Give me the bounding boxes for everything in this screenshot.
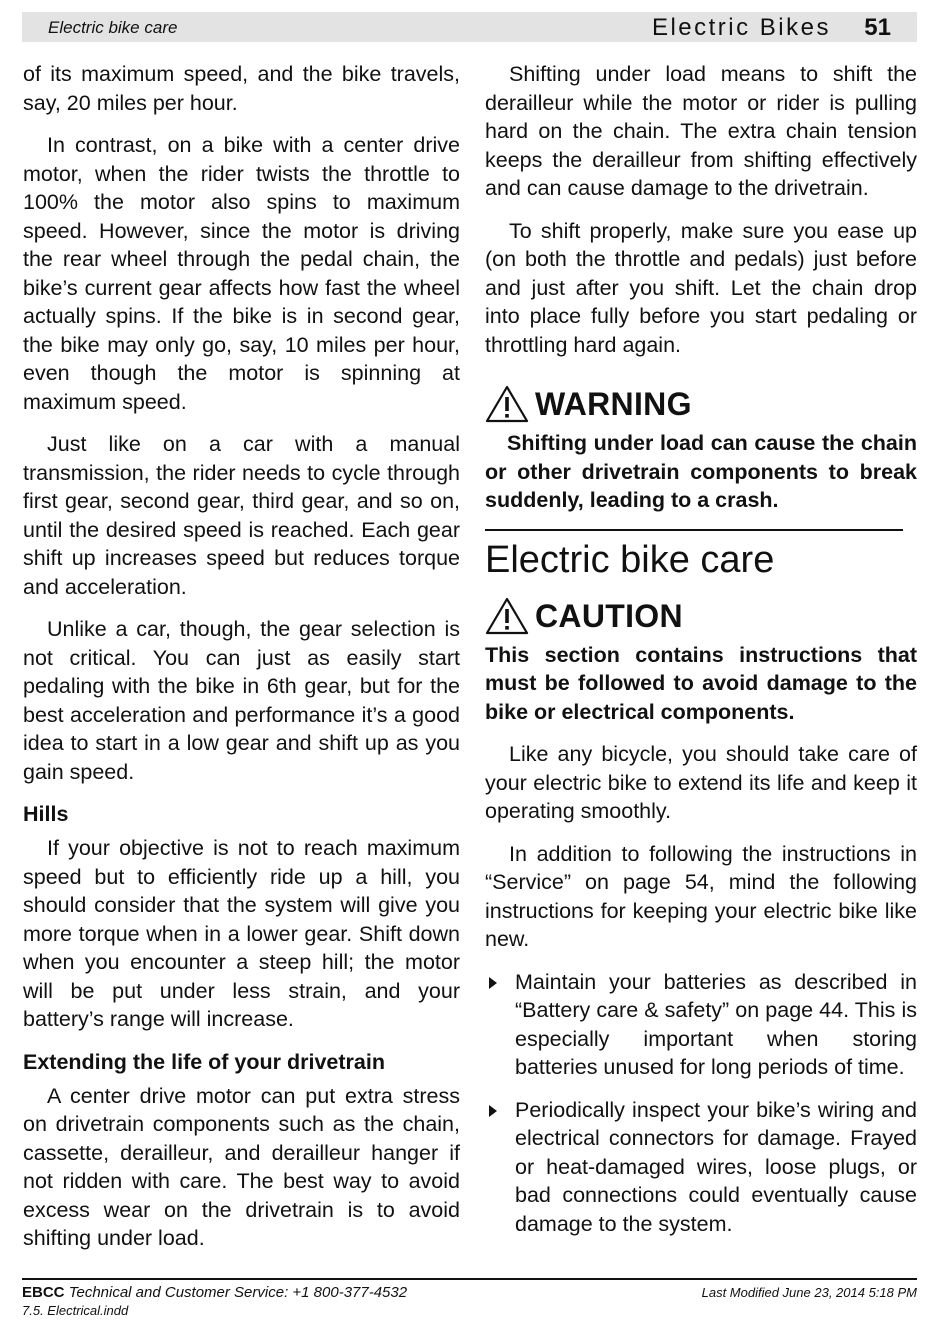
caution-text: This section contains instructions that must be followed to avoid damage to the bike or electrical components. bbox=[485, 642, 917, 724]
section-title: Electric bike care bbox=[485, 538, 775, 581]
list-item-text: Maintain your batteries as described in “Battery care & safety” on page 44. This is especially important when storing batteries unused for long periods of time. bbox=[515, 969, 917, 1079]
header-section-title: Electric bike care bbox=[48, 18, 178, 37]
paragraph: A center drive motor can put extra stress on drivetrain components such as the chain, cassette, derailleur, and derailleur hanger if not ridden with care. The best way to avoid excess wear on the drivetrain is to avoid shifting under load. bbox=[23, 1083, 460, 1250]
section-divider bbox=[485, 529, 903, 531]
hills-heading: Hills bbox=[23, 802, 69, 826]
warning-triangle-icon bbox=[485, 385, 529, 423]
paragraph: In addition to following the instructions in “Service” on page 54, mind the following instructions for keeping your electric bike like new. bbox=[485, 841, 917, 951]
footer-brand: EBCC bbox=[22, 1284, 65, 1301]
triangle-bullet-icon bbox=[489, 977, 497, 989]
list-item-text: Periodically inspect your bike’s wiring and electrical connectors for damage. Frayed or heat-damaged wires, loose plugs, or bad connections could eventually cause damage to the system. bbox=[515, 1097, 917, 1236]
paragraph: of its maximum speed, and the bike travels, say, 20 miles per hour. bbox=[23, 62, 460, 115]
warning-title: WARNING bbox=[535, 386, 692, 422]
header-book-title: Electric Bikes bbox=[651, 14, 831, 41]
running-header bbox=[22, 12, 917, 42]
footer-service-contact: Technical and Customer Service: +1 800-377-4532 bbox=[68, 1284, 408, 1301]
caution-triangle-icon bbox=[485, 597, 529, 635]
footer-file-name: 7.5. Electrical.indd bbox=[22, 1303, 129, 1318]
caution-title: CAUTION bbox=[535, 597, 683, 634]
page-number: 51 bbox=[864, 14, 891, 41]
paragraph: To shift properly, make sure you ease up (on both the throttle and pedals) just before and just after you shift. Let the chain drop into place fully before you start pedaling or throttling hard again. bbox=[485, 218, 917, 357]
right-column bbox=[485, 60, 917, 1252]
paragraph: Unlike a car, though, the gear selection is not critical. You can just as easily start pedaling with the bike in 6th gear, but for the best acceleration and performance it’s a good idea to start in a low gear and shift up as you gain speed. bbox=[23, 617, 460, 784]
bullet-list bbox=[485, 968, 917, 1239]
drivetrain-heading: Extending the life of your drivetrain bbox=[23, 1049, 385, 1074]
paragraph: In contrast, on a bike with a center drive motor, when the rider twists the throttle to 100% the motor also spins to maximum speed. However, since the motor is driving the rear wheel through the pedal chain, the bike’s current gear affects how fast the wheel actually spins. If the bike is in second gear, the bike may only go, say, 10 miles per hour, even though the motor is spinning at maximum speed. bbox=[23, 133, 460, 414]
triangle-bullet-icon bbox=[489, 1105, 497, 1117]
footer-divider bbox=[22, 1278, 917, 1280]
paragraph: Shifting under load means to shift the derailleur while the motor or rider is pulling hard on the chain. The extra chain tension keeps the derailleur from shifting effectively and can cause damage to the drivetrain. bbox=[485, 62, 917, 200]
footer-left bbox=[22, 1284, 407, 1320]
footer-last-modified: Last Modified June 23, 2014 5:18 PM bbox=[701, 1285, 917, 1300]
warning-text: Shifting under load can cause the chain or other drivetrain components to break suddenly, leading to a crash. bbox=[485, 431, 917, 512]
list-item bbox=[485, 968, 917, 1082]
paragraph: If your objective is not to reach maximum speed but to efficiently ride up a hill, you should consider that the system will give you more torque when in a lower gear. Shift down when you encounter a steep hill; the motor will be put under less strain, and your battery’s range will increase. bbox=[23, 836, 460, 1031]
list-item bbox=[485, 1096, 917, 1239]
caution-heading bbox=[485, 597, 917, 635]
warning-heading bbox=[485, 385, 917, 423]
paragraph: Just like on a car with a manual transmission, the rider needs to cycle through first gear, second gear, third gear, and so on, until the desired speed is reached. Each gear shift up increases speed but reduces torque and acceleration. bbox=[23, 432, 460, 599]
left-column bbox=[23, 60, 460, 1267]
paragraph: Like any bicycle, you should take care of your electric bike to extend its life and keep it operating smoothly. bbox=[485, 742, 917, 823]
